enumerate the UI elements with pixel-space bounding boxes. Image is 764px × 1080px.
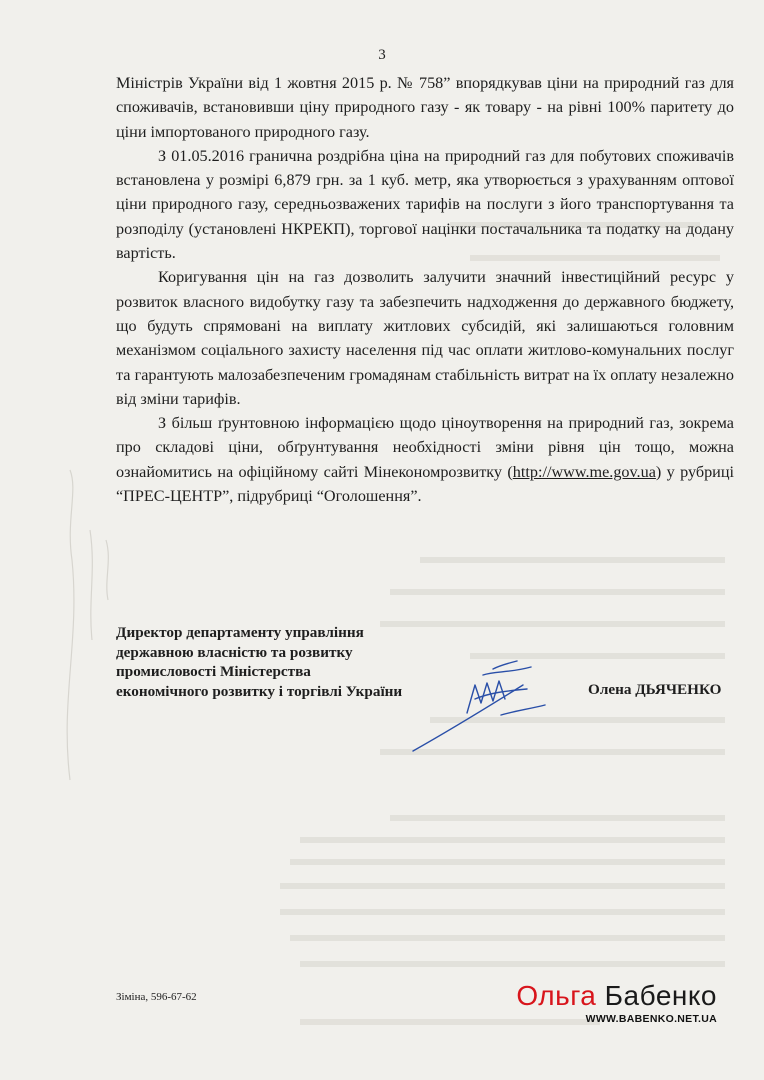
watermark-site-url: WWW.BABENKO.NET.UA: [585, 1013, 717, 1025]
paragraph-price-adjustment: Коригування цін на газ дозволить залучити значний інвестиційний ресурс у розвиток власного видобутку газу та забезпечить надходження до державного бюджету, що будуть спрямовані на виплату житлових субсидій, які залишаються головним механізмом соціального захисту населення під час оплати житлово-комунальних послуг та гарантують малозабезпеченим громадянам стабільність витрат на їх оплату незалежно від зміни тарифів.: [116, 268, 734, 408]
watermark-last-name: Бабенко: [604, 980, 717, 1011]
signatory-name: Олена ДЬЯЧЕНКО: [588, 681, 722, 698]
watermark-first-name: Ольга: [516, 980, 597, 1011]
page-number: 3: [378, 47, 386, 63]
watermark-name: [516, 981, 717, 1011]
info-text-after-link: ) у рубриці “ПРЕС-ЦЕНТР”, підрубриці “Оголошення”.: [116, 462, 734, 506]
paragraph-retail-price: З 01.05.2016 гранична роздрібна ціна на природний газ для побутових споживачів встановлена у розмірі 6,879 грн. за 1 куб. метр, яка утворюється з урахуванням оптової ціни природного газу, середньозважених тарифів на послуги з його транспортування та розподілу (установлені НКРЕКП), торгової націнки постачальника та податку на додану вартість.: [116, 146, 734, 263]
site-watermark: [516, 981, 717, 1025]
executor-contact: Зіміна, 596-67-62: [116, 991, 197, 1003]
signatory-title-line: промисловості Міністерства: [116, 663, 311, 680]
signatory-title-line: державною власністю та розвитку: [116, 643, 353, 661]
signatory-title: [116, 623, 402, 701]
ministry-website-link[interactable]: http://www.me.gov.ua: [512, 462, 656, 481]
paragraph-gas-price-regulation: Міністрів України від 1 жовтня 2015 р. № 758” впорядкував ціни на природний газ для споживачів, встановивши ціну природного газу - як товару - на рівні 100% паритету до ціни імпортованого природного газу.: [116, 74, 734, 141]
paragraph-more-information: [116, 411, 734, 508]
info-text-before-link: З більш ґрунтовною інформацією щодо ціноутворення на природний газ, зокрема про складові ціни, обґрунтування необхідності зміни рівня цін тощо, можна ознайомитись на офіційному сайті Мінекономрозвитку (: [116, 414, 734, 481]
letter-body: [116, 71, 734, 508]
handwritten-signature: [405, 655, 555, 755]
signatory-title-line: Директор департаменту управління: [116, 624, 364, 641]
signatory-title-line: економічного розвитку і торгівлі України: [116, 682, 403, 700]
